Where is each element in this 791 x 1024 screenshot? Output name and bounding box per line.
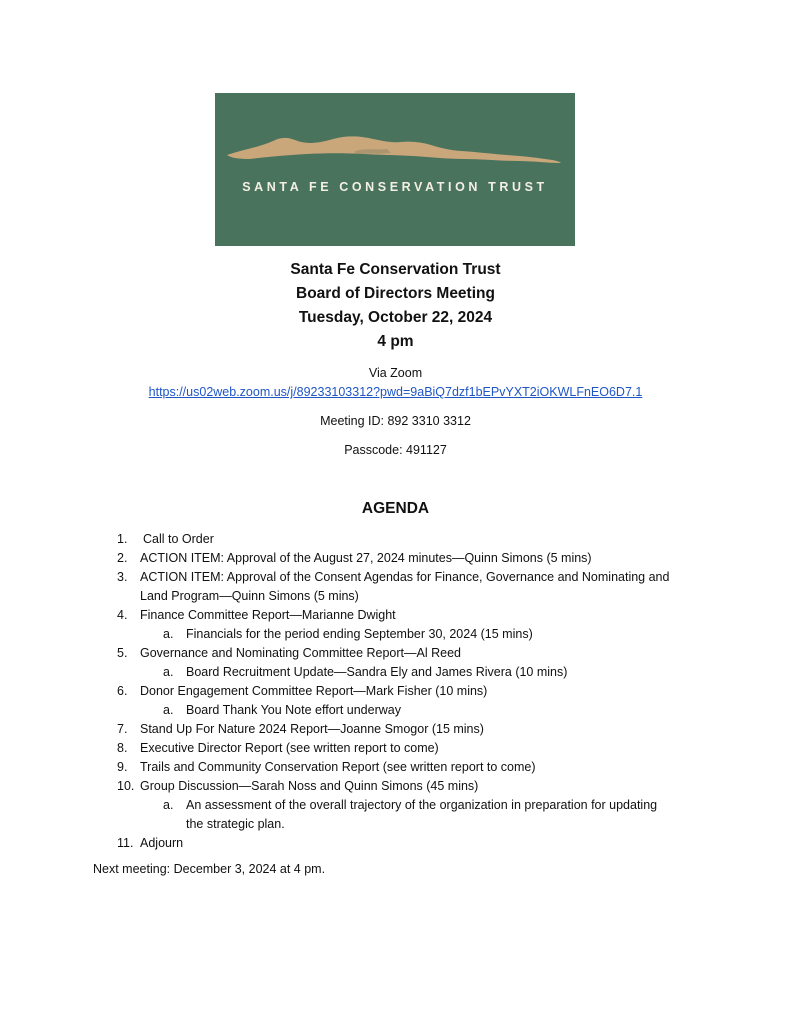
sub-item-letter: a. [163, 703, 174, 717]
item-text: ACTION ITEM: Approval of the Consent Agendas for Finance, Governance and Nominating and [140, 570, 670, 584]
item-number: 2. [117, 551, 128, 565]
next-meeting: Next meeting: December 3, 2024 at 4 pm. [93, 862, 326, 876]
item-text: Governance and Nominating Committee Report—Al Reed [140, 646, 461, 660]
meeting-id: Meeting ID: 892 3310 3312 [320, 414, 471, 428]
via-zoom-label: Via Zoom [368, 366, 423, 380]
item-number: 8. [117, 741, 128, 755]
item-text: ACTION ITEM: Approval of the August 27, 2024 minutes—Quinn Simons (5 mins) [140, 551, 592, 565]
item-text: Finance Committee Report—Marianne Dwight [140, 608, 396, 622]
sub-item-text-continued: the strategic plan. [186, 817, 285, 831]
sub-item-text: Board Thank You Note effort underway [186, 703, 401, 717]
item-number: 6. [117, 684, 128, 698]
item-text: Executive Director Report (see written report to come) [140, 741, 439, 755]
sub-item-text: An assessment of the overall trajectory of the organization in preparation for updating [186, 798, 658, 812]
meeting-title: Board of Directors Meeting [296, 285, 495, 302]
sub-item-letter: a. [163, 798, 174, 812]
item-number: 5. [117, 646, 128, 660]
logo-wordmark: SANTA FE CONSERVATION TRUST [242, 180, 548, 194]
item-text: Trails and Community Conservation Report (see written report to come) [140, 760, 536, 774]
item-number: 9. [117, 760, 128, 774]
meeting-time: 4 pm [377, 333, 414, 350]
zoom-link-line [0, 385, 791, 399]
mountain-ridge-icon [215, 93, 575, 246]
meeting-date: Tuesday, October 22, 2024 [298, 309, 493, 326]
sub-item-text: Board Recruitment Update—Sandra Ely and James Rivera (10 mins) [186, 665, 568, 679]
item-text: Call to Order [143, 532, 214, 546]
item-text: Group Discussion—Sarah Noss and Quinn Simons (45 mins) [140, 779, 479, 793]
meeting-header [0, 258, 791, 354]
item-number: 7. [117, 722, 128, 736]
item-number: 1. [117, 532, 128, 546]
passcode: Passcode: 491127 [344, 443, 447, 457]
item-text: Donor Engagement Committee Report—Mark Fisher (10 mins) [140, 684, 488, 698]
agenda-title: AGENDA [361, 500, 430, 517]
org-title: Santa Fe Conservation Trust [290, 261, 501, 278]
sub-item-letter: a. [163, 627, 174, 641]
conservation-trust-logo [215, 93, 575, 246]
item-number: 10. [117, 779, 135, 793]
item-number: 4. [117, 608, 128, 622]
sub-item-letter: a. [163, 665, 174, 679]
item-text: Stand Up For Nature 2024 Report—Joanne Smogor (15 mins) [140, 722, 484, 736]
item-text: Adjourn [140, 836, 184, 850]
item-number: 3. [117, 570, 128, 584]
item-text-continued: Land Program—Quinn Simons (5 mins) [140, 589, 359, 603]
sub-item-text: Financials for the period ending September 30, 2024 (15 mins) [186, 627, 533, 641]
zoom-link[interactable]: https://us02web.zoom.us/j/89233103312?pwd=9aBiQ7dzf1bEPvYXT2iOKWLFnEO6D7.1 [148, 385, 643, 399]
item-number: 11. [117, 836, 134, 850]
